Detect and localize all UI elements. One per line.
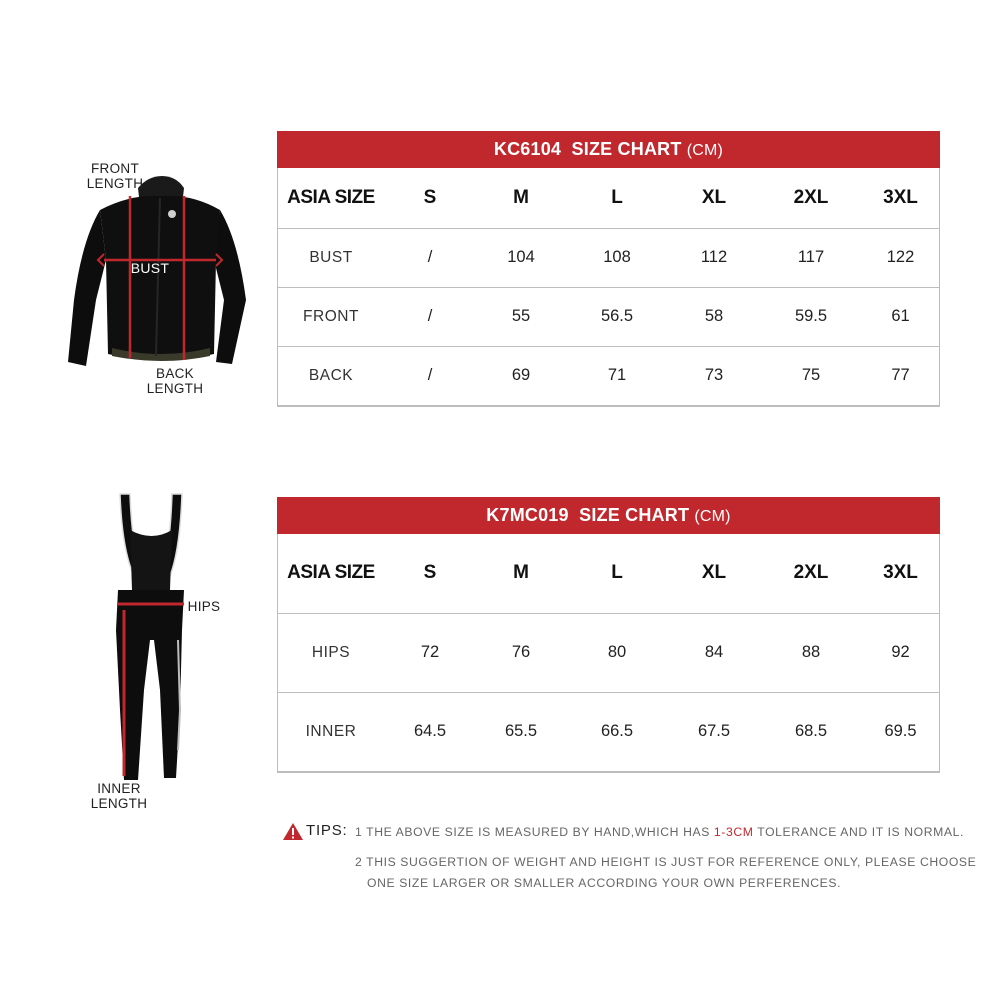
cell: 80 bbox=[567, 613, 667, 692]
cell: 117 bbox=[761, 228, 861, 287]
cell: 76 bbox=[475, 613, 567, 692]
cell: 56.5 bbox=[567, 287, 667, 346]
table-row-back bbox=[277, 346, 940, 405]
cell: 69 bbox=[475, 346, 567, 405]
cell: 66.5 bbox=[567, 692, 667, 771]
cell: 112 bbox=[667, 228, 761, 287]
cell: 65.5 bbox=[475, 692, 567, 771]
size-3xl: 3XL bbox=[861, 534, 940, 613]
size-m: M bbox=[475, 534, 567, 613]
cell: / bbox=[385, 228, 475, 287]
table-row-inner bbox=[277, 692, 940, 771]
hips-label: HIPS bbox=[187, 599, 221, 614]
cell: 61 bbox=[861, 287, 940, 346]
cell: 67.5 bbox=[667, 692, 761, 771]
bib-chart-title: K7MC019 SIZE CHART (CM) bbox=[277, 497, 940, 534]
cell: 55 bbox=[475, 287, 567, 346]
cell: 68.5 bbox=[761, 692, 861, 771]
bib-tights-image bbox=[100, 490, 200, 790]
front-length-label: FRONT LENGTH bbox=[86, 161, 144, 191]
cell: 59.5 bbox=[761, 287, 861, 346]
size-xl: XL bbox=[667, 534, 761, 613]
cell: 71 bbox=[567, 346, 667, 405]
table-row-hips bbox=[277, 613, 940, 692]
cell: / bbox=[385, 346, 475, 405]
size-l: L bbox=[567, 534, 667, 613]
bib-figure bbox=[100, 490, 200, 790]
asia-size-label: ASIA SIZE bbox=[277, 168, 385, 228]
table-row-bust bbox=[277, 228, 940, 287]
size-3xl: 3XL bbox=[861, 168, 940, 228]
cell: 84 bbox=[667, 613, 761, 692]
row-label: HIPS bbox=[277, 613, 385, 692]
size-xl: XL bbox=[667, 168, 761, 228]
row-label: INNER bbox=[277, 692, 385, 771]
size-l: L bbox=[567, 168, 667, 228]
size-2xl: 2XL bbox=[761, 168, 861, 228]
bib-size-chart bbox=[277, 497, 940, 772]
cell: 88 bbox=[761, 613, 861, 692]
tip-line-3: ONE SIZE LARGER OR SMALLER ACCORDING YOUR OWN PERFERENCES. bbox=[367, 876, 842, 890]
cell: 69.5 bbox=[861, 692, 940, 771]
asia-size-label: ASIA SIZE bbox=[277, 534, 385, 613]
tip-line-2: 2 THIS SUGGERTION OF WEIGHT AND HEIGHT IS JUST FOR REFERENCE ONLY, PLEASE CHOOSE bbox=[355, 855, 977, 869]
size-2xl: 2XL bbox=[761, 534, 861, 613]
size-header-row bbox=[277, 534, 940, 613]
row-label: FRONT bbox=[277, 287, 385, 346]
warning-triangle-icon bbox=[282, 822, 304, 841]
cell: 104 bbox=[475, 228, 567, 287]
cell: 108 bbox=[567, 228, 667, 287]
tolerance-highlight: 1-3CM bbox=[713, 825, 754, 839]
bib-size-table bbox=[277, 534, 940, 772]
jacket-chart-title: KC6104 SIZE CHART (CM) bbox=[277, 131, 940, 168]
cell: 92 bbox=[861, 613, 940, 692]
size-s: S bbox=[385, 534, 475, 613]
cell: 122 bbox=[861, 228, 940, 287]
cell: 73 bbox=[667, 346, 761, 405]
cell: 64.5 bbox=[385, 692, 475, 771]
inner-length-label: INNER LENGTH bbox=[90, 781, 148, 811]
cell: / bbox=[385, 287, 475, 346]
tip-line-1: 1 THE ABOVE SIZE IS MEASURED BY HAND,WHICH HAS 1-3CM TOLERANCE AND IT IS NORMAL. bbox=[355, 825, 964, 839]
size-header-row bbox=[277, 168, 940, 228]
row-label: BUST bbox=[277, 228, 385, 287]
cell: 72 bbox=[385, 613, 475, 692]
cell: 77 bbox=[861, 346, 940, 405]
size-m: M bbox=[475, 168, 567, 228]
jacket-size-table bbox=[277, 168, 940, 406]
back-length-label: BACK LENGTH bbox=[146, 366, 204, 396]
jacket-size-chart bbox=[277, 131, 940, 406]
cell: 75 bbox=[761, 346, 861, 405]
tips-title: TIPS: bbox=[306, 822, 348, 839]
row-label: BACK bbox=[277, 346, 385, 405]
cell: 58 bbox=[667, 287, 761, 346]
bust-label: BUST bbox=[130, 260, 170, 276]
table-row-front bbox=[277, 287, 940, 346]
size-s: S bbox=[385, 168, 475, 228]
